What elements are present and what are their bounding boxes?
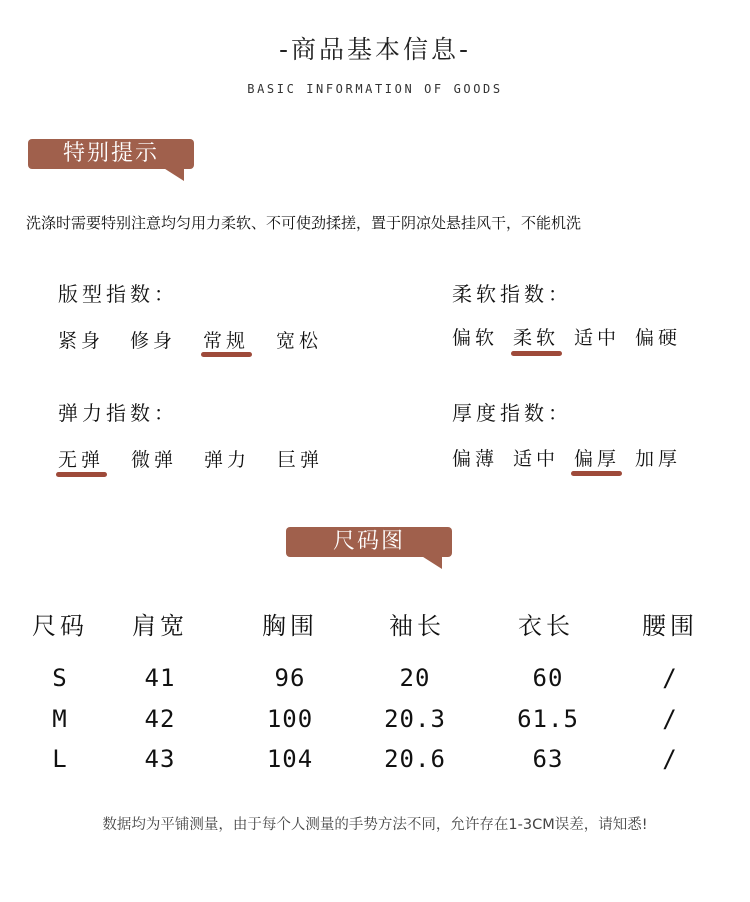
table-cell-size: L [52,745,68,773]
care-note: 洗涤时需要特别注意均匀用力柔软、不可使劲揉搓，置于阴凉处悬挂风干，不能机洗 [26,214,582,232]
table-cell: 63 [532,745,564,773]
elasticity-option: 微弹 [131,449,178,471]
softness-option: 偏软 [452,327,499,349]
thickness-index-label: 厚度指数： [452,401,572,425]
table-cell: 61.5 [517,705,579,733]
softness-option: 适中 [574,327,621,349]
table-header: 衣长 [518,612,574,640]
elasticity-option: 弹力 [204,449,251,471]
table-cell: 96 [274,664,306,692]
table-cell: 42 [144,705,176,733]
special-tip-tag-tail [162,167,184,181]
table-cell: 60 [532,664,564,692]
thickness-option: 加厚 [635,448,682,470]
softness-option-selected: 柔软 [513,327,560,349]
table-cell: / [662,705,678,733]
table-cell: / [662,664,678,692]
softness-option: 偏硬 [635,327,682,349]
elasticity-option: 巨弹 [277,449,324,471]
table-cell: 43 [144,745,176,773]
table-cell: 20.3 [384,705,446,733]
softness-index-label: 柔软指数： [452,282,572,306]
softness-selected-underline [511,351,562,356]
elasticity-option-selected: 无弹 [58,449,105,471]
table-header: 袖长 [389,612,445,640]
page-subtitle: BASIC INFORMATION OF GOODS [247,82,503,96]
fit-option: 修身 [130,330,177,352]
measurement-note: 数据均为平铺测量，由于每个人测量的手势方法不同，允许存在1-3CM误差，请知悉! [102,817,648,833]
fit-option-selected: 常规 [203,330,250,352]
table-cell: 20.6 [384,745,446,773]
special-tip-tag: 特别提示 [28,139,194,169]
table-cell: 104 [266,745,314,773]
table-cell: / [662,745,678,773]
fit-option: 紧身 [58,330,105,352]
size-chart-tag: 尺码图 [286,527,452,557]
table-cell: 41 [144,664,176,692]
table-header: 腰围 [642,612,698,640]
elasticity-index-label: 弹力指数： [58,401,178,425]
table-header: 胸围 [262,612,318,640]
table-header: 肩宽 [132,612,188,640]
elasticity-selected-underline [56,472,107,477]
thickness-option: 适中 [513,448,560,470]
fit-selected-underline [201,352,252,357]
table-header: 尺码 [32,612,88,640]
fit-option: 宽松 [276,330,323,352]
thickness-option-selected: 偏厚 [574,448,621,470]
fit-index-label: 版型指数： [58,282,178,306]
table-cell-size: M [52,705,68,733]
page-title: -商品基本信息- [278,35,472,64]
thickness-option: 偏薄 [452,448,499,470]
thickness-selected-underline [571,471,622,476]
size-chart-tag-tail [420,555,442,569]
table-cell: 20 [399,664,431,692]
table-cell: 100 [266,705,314,733]
table-cell-size: S [52,664,68,692]
